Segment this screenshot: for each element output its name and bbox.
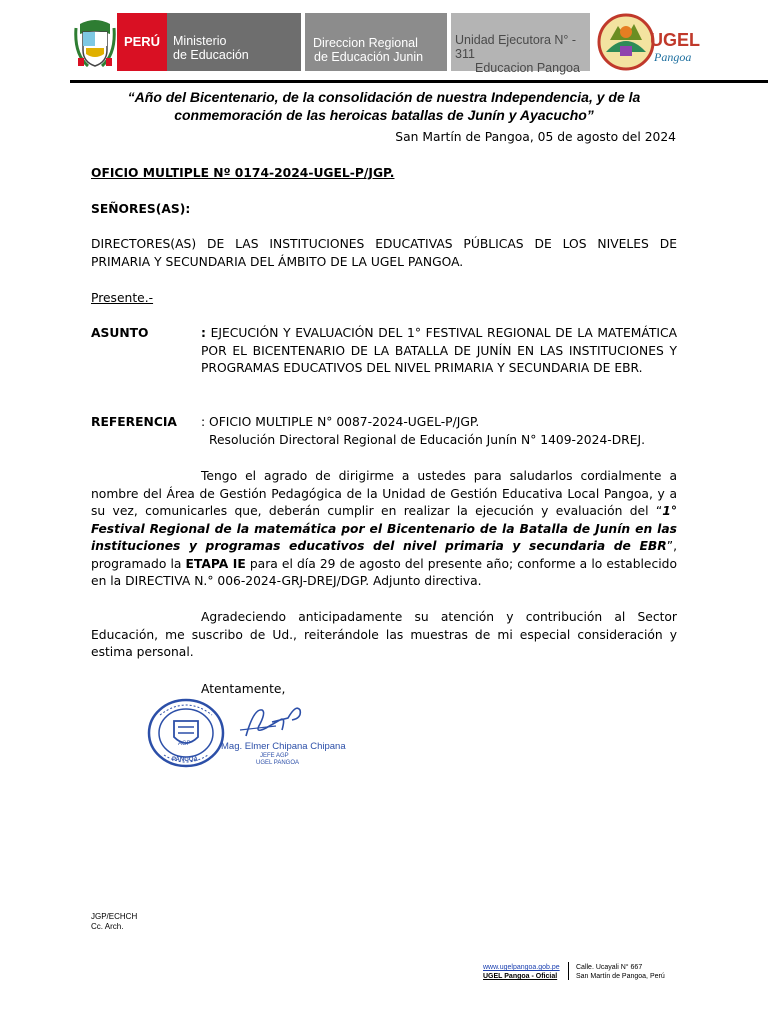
asunto-body: EJECUCIÓN Y EVALUACIÓN DEL 1° FESTIVAL REGIONAL DE LA MATEMÁTICA POR EL BICENTENARIO DE LA BATALLA DE JUNÍN EN LAS INSTITUCIONES Y PROGRAMAS EDUCATIVOS DEL NIVEL PRIMARIA Y SECUNDARIA DE EBR. [201, 326, 677, 375]
body-paragraph-1 [91, 468, 677, 591]
signer-name: Mag. Elmer Chipana Chipana [221, 741, 346, 752]
body-paragraph-2: Agradeciendo anticipadamente su atención y contribución al Sector Educación, me suscribo de Ud., reiterándole las muestras de mi especial consideración y estima personal. [91, 610, 677, 659]
asunto-label: ASUNTO [91, 326, 149, 340]
year-motto [90, 89, 678, 124]
p1-rest: para el día 29 de agosto del presente año; conforme a lo establecido en la DIRECTIVA N.° 006-2024-GRJ-DREJ/DGP. Adjunto directiva. [91, 556, 677, 588]
ugel-pangoa-logo [596, 10, 706, 74]
executing-unit-badge [451, 13, 590, 75]
ugel-logo-text: UGEL [650, 30, 701, 50]
closing: Atentamente, [201, 682, 286, 696]
referencia-line2: Resolución Directoral Regional de Educación Junín N° 1409-2024-DREJ. [209, 433, 646, 447]
handwritten-signature [236, 700, 316, 742]
dre-badge [305, 13, 447, 71]
referencia-label: REFERENCIA [91, 415, 177, 429]
signer-role: JEFE AGP [260, 753, 289, 759]
coat-of-arms-icon [74, 14, 116, 70]
p1-quote-close: ” [666, 539, 674, 553]
ue-line2: Educacion Pangoa [475, 61, 580, 75]
motto-line2: conmemoración de las heroicas batallas de Junín y Ayacucho” [174, 106, 594, 123]
stamp-bottom-text: PANGOA [172, 757, 198, 763]
peru-badge [117, 13, 167, 71]
asunto-text [201, 325, 677, 378]
ministry-line2: de Educación [173, 48, 249, 62]
address-line1: Calle. Ucayali N° 667 [576, 964, 643, 971]
ministry-line1: Ministerio [173, 34, 227, 48]
initials: JGP/ECHCH [91, 912, 138, 921]
address-line2: San Martín de Pangoa, Perú [576, 973, 665, 980]
p1-intro: Tengo el agrado de dirigirme a ustedes para saludarlos cordialmente a nombre del Área de Gestión Pedagógica de la Unidad de Gestión Educativa Local Pangoa, y a su vez, comunicarles que, deberán cumplir en realizar la ejecución y evaluación del “ [91, 469, 677, 518]
p1-etapa: ETAPA IE [185, 556, 246, 571]
document-date: San Martín de Pangoa, 05 de agosto del 2024 [395, 130, 676, 144]
recipients: DIRECTORES(AS) DE LAS INSTITUCIONES EDUCATIVAS PÚBLICAS DE LOS NIVELES DE PRIMARIA Y SECUNDARIA DEL ÁMBITO DE LA UGEL PANGOA. [91, 237, 677, 269]
website-link[interactable]: www.ugelpangoa.gob.pe [483, 964, 560, 971]
footer-divider [568, 962, 569, 980]
dre-line1: Direccion Regional [313, 36, 418, 50]
peru-coat-of-arms [74, 14, 116, 70]
p1-festival-title: 1° Festival Regional de la matemática por el Bicentenario de la Batalla de Junín en las instituciones y programas educativos del nivel primaria y secundaria de EBR [91, 504, 677, 553]
peru-label: PERÚ [123, 34, 161, 49]
header-divider [70, 80, 768, 83]
document-number: OFICIO MULTIPLE Nº 0174-2024-UGEL-P/JGP. [91, 166, 395, 180]
copy-archive: Cc. Arch. [91, 922, 124, 931]
asunto-colon: : [201, 326, 206, 340]
salutation: SEÑORES(AS): [91, 202, 191, 216]
ue-line1: Unidad Ejecutora N° - 311 [455, 33, 577, 61]
p1-programado: , programado la [91, 539, 677, 571]
ugel-logo-subtext: Pangoa [654, 50, 692, 64]
referencia-line1: : OFICIO MULTIPLE N° 0087-2024-UGEL-P/JGP. [201, 415, 480, 429]
motto-line1: “Año del Bicentenario, de la consolidación de nuestra Independencia, y de la [127, 89, 641, 105]
stamp-center-text: AGP [178, 741, 191, 747]
signature-scribble-icon [236, 700, 316, 742]
dre-line2: de Educación Junin [314, 50, 424, 64]
official-stamp [146, 697, 226, 769]
ministry-badge [167, 13, 301, 71]
signer-org: UGEL PANGOA [256, 760, 300, 766]
social-link[interactable]: UGEL Pangoa - Oficial [483, 973, 558, 980]
presente: Presente.- [91, 291, 154, 305]
